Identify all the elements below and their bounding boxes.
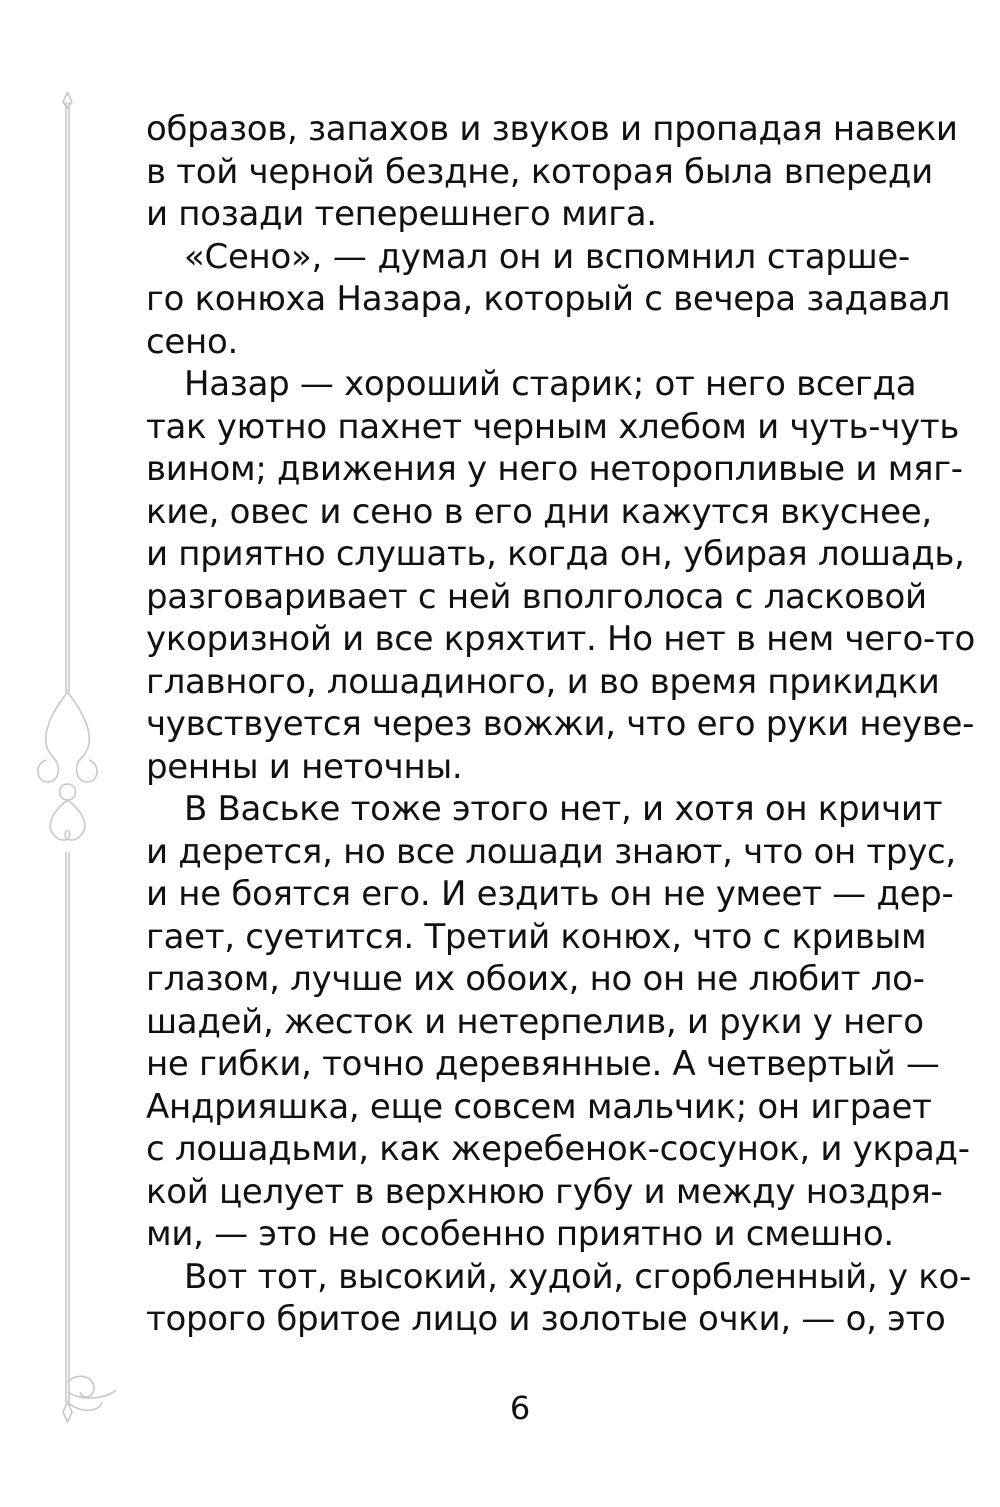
text-line: сено. (146, 321, 238, 362)
text-line: и приятно слушать, когда он, убирая лошадь, (146, 534, 965, 574)
text-line: образов, запахов и звуков и пропадая навеки (146, 109, 958, 149)
text-line: Назар — хороший старик; от него всегда (184, 364, 917, 404)
text-line: В Ваське тоже этого нет, и хотя он кричит (184, 789, 943, 829)
body-text (146, 108, 975, 1341)
text-line: разговаривает с ней вполголоса с ласковой (146, 576, 927, 617)
text-line: го конюха Назара, который с вечера задавал (146, 279, 950, 319)
text-line: и дерется, но все лошади знают, что он трус, (146, 831, 956, 872)
text-line: и не боятся его. И ездить он не умеет — дер- (146, 874, 954, 914)
text-line: чувствуется через вожжи, что его руки неуве- (146, 704, 975, 744)
text-line: укоризной и все кряхтит. Но нет в нем чего-то (146, 619, 975, 659)
text-line: шадей, жесток и нетерпелив, и руки у него (146, 1001, 924, 1042)
text-line: ми, — это не особенно приятно и смешно. (146, 1214, 894, 1254)
text-line: в той черной бездне, которая была впереди (146, 151, 933, 192)
text-line: «Сено», — думал он и вспомнил старше- (184, 236, 910, 277)
text-line: главного, лошадиного, и во время прикидки (146, 661, 940, 702)
text-line: глазом, лучше их обоих, но он не любит ло- (146, 959, 925, 999)
text-line: с лошадьми, как жеребенок-сосунок, и украд- (146, 1129, 970, 1169)
text-line: кие, овес и сено в его дни кажутся вкуснее, (146, 491, 932, 532)
text-line: и позади теперешнего мига. (146, 194, 657, 234)
text-line: гает, суетится. Третий конюх, что с кривым (146, 916, 927, 957)
page-number: 6 (509, 1389, 531, 1427)
text-line: не гибки, точно деревянные. А четвертый — (146, 1044, 940, 1084)
text-line: торого бритое лицо и золотые очки, — о, это (146, 1299, 946, 1339)
vine-ornament-icon (28, 92, 118, 1452)
text-line: Вот тот, высокий, худой, сгорбленный, у ко- (184, 1256, 971, 1297)
text-line: Андрияшка, еще совсем мальчик; он играет (146, 1086, 932, 1127)
text-line: кой целует в верхнюю губу и между ноздря- (146, 1171, 943, 1212)
text-line: ренны и неточны. (146, 746, 463, 787)
text-line: так уютно пахнет черным хлебом и чуть-чуть (146, 406, 960, 447)
text-line: вином; движения у него неторопливые и мяг- (146, 449, 963, 489)
